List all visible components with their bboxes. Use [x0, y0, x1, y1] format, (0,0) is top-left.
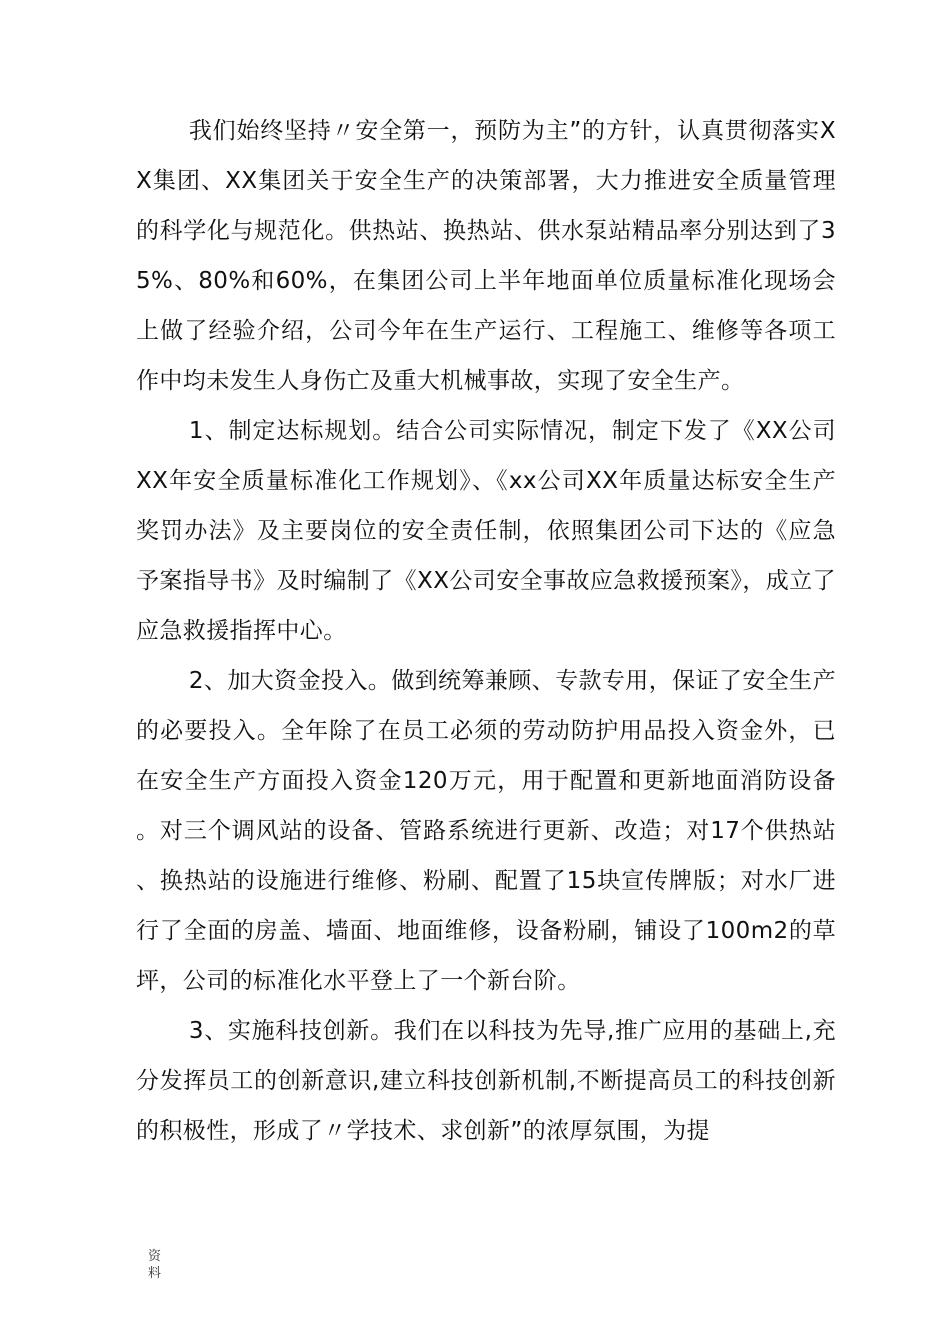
paragraph-planning: 1、制定达标规划。结合公司实际情况，制定下发了《XX公司XX年安全质量标准化工作规划》、《xx公司XX年质量达标安全生产奖罚办法》及主要岗位的安全责任制，依照集团公司下达的《应急予案指导书》及时编制了《XX公司安全事故应急救援预案》，成立了应急救援指挥中心。	[136, 418, 836, 644]
document-body	[136, 106, 836, 1156]
paragraph-investment: 2、加大资金投入。做到统筹兼顾、专款专用，保证了安全生产的必要投入。全年除了在员工必须的劳动防护用品投入资金外，已在安全生产方面投入资金120万元，用于配置和更新地面消防设备。对三个调风站的设备、管路系统进行更新、改造；对17个供热站、换热站的设施进行维修、粉刷、配置了15块宣传牌版；对水厂进行了全面的房盖、墙面、地面维修，设备粉刷，铺设了100m2的草坪，公司的标准化水平登上了一个新台阶。	[136, 668, 836, 994]
paragraph-innovation: 3、实施科技创新。我们在以科技为先导,推广应用的基础上,充分发挥员工的创新意识,建立科技创新机制,不断提高员工的科技创新的积极性，形成了〃学技术、求创新”的浓厚氛围，为提	[136, 1018, 836, 1144]
footer-label: 资料	[148, 1249, 162, 1281]
paragraph-safety-policy: 我们始终坚持〃安全第一，预防为主”的方针，认真贯彻落实XX集团、XX集团关于安全生产的决策部署，大力推进安全质量管理的科学化与规范化。供热站、换热站、供水泵站精品率分别达到了35%、80%和60%，在集团公司上半年地面单位质量标准化现场会上做了经验介绍，公司今年在生产运行、工程施工、维修等各项工作中均未发生人身伤亡及重大机械事故，实现了安全生产。	[136, 118, 836, 394]
